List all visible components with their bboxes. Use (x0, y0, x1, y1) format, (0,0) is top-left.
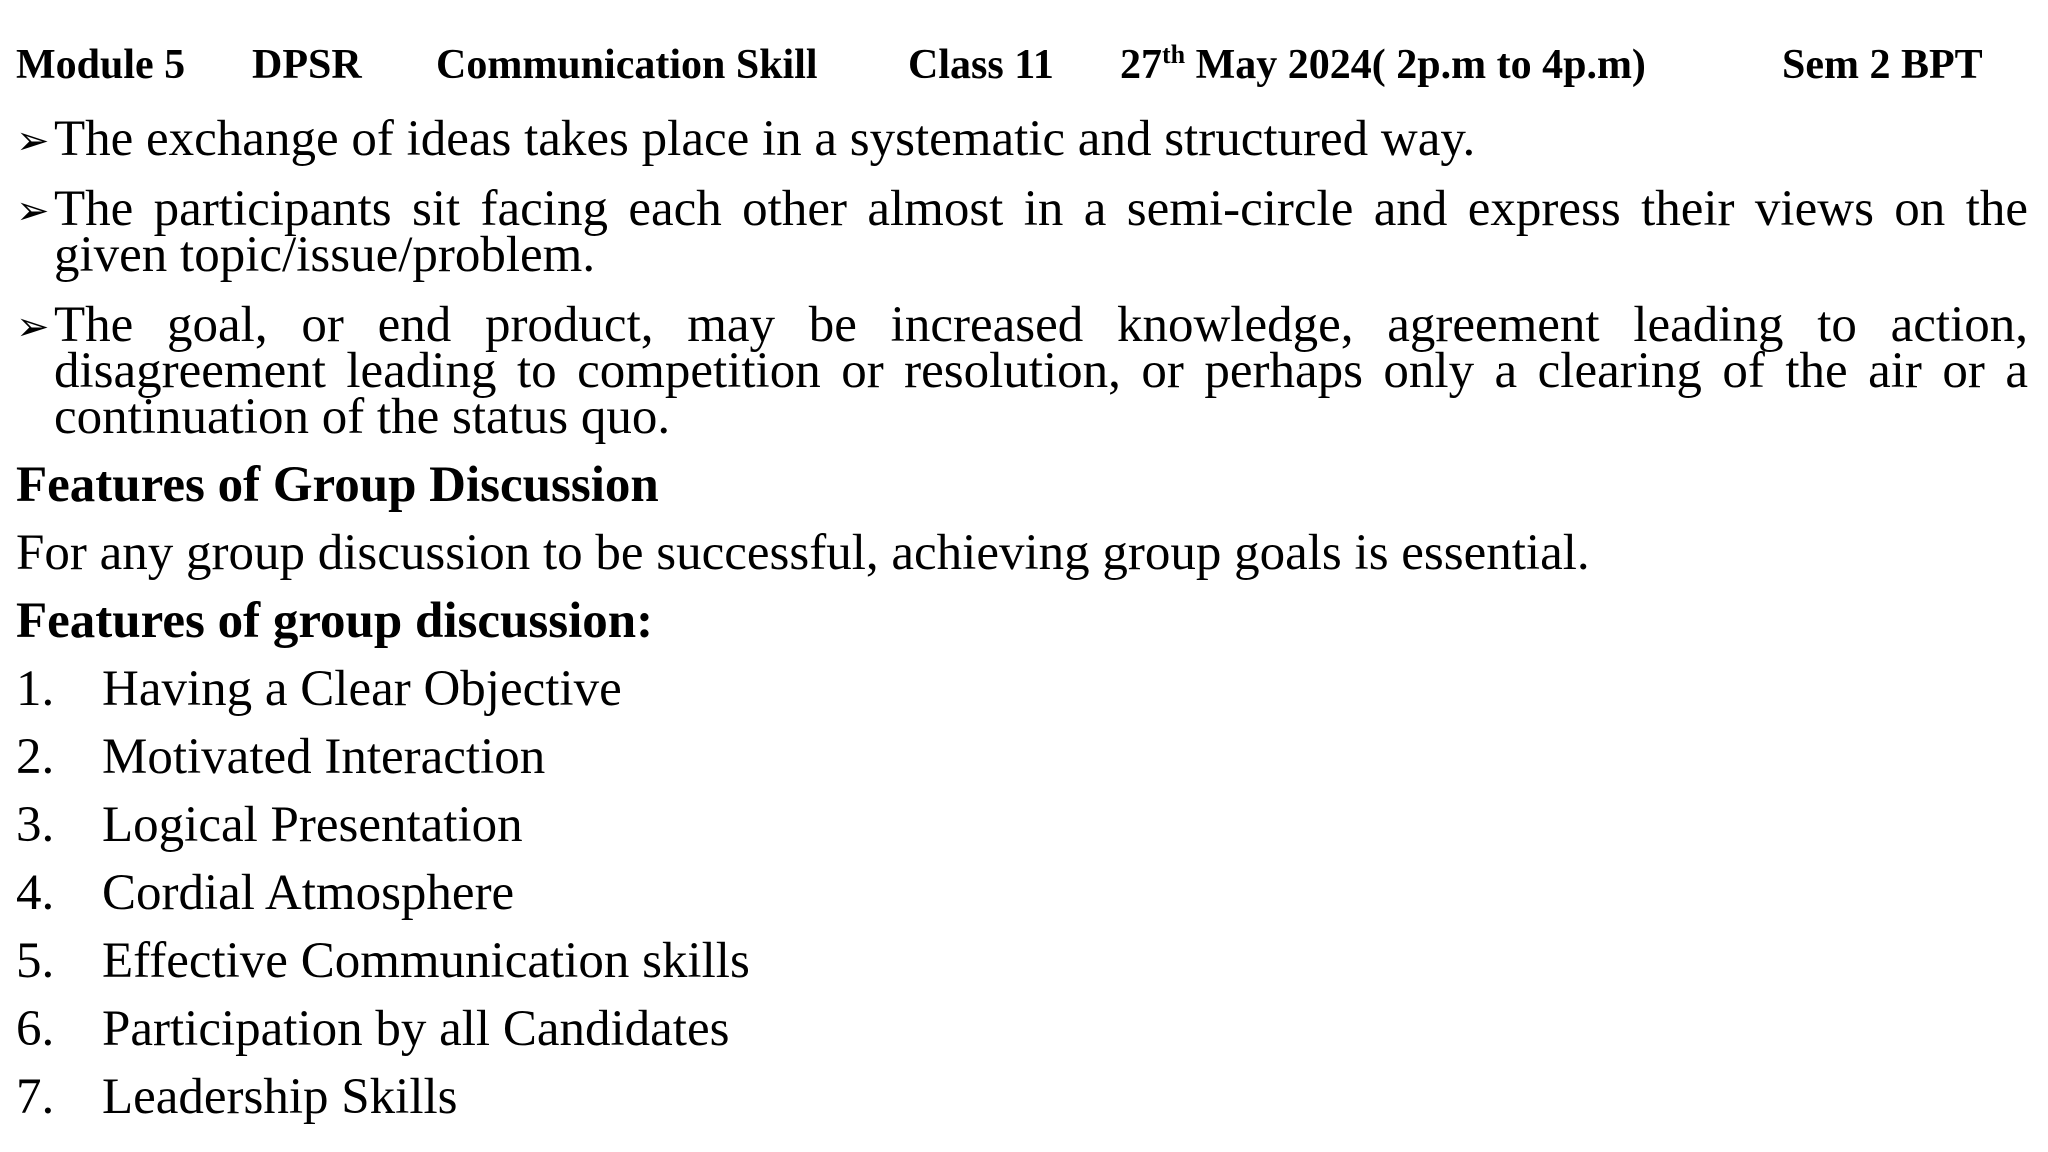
list-item (16, 864, 750, 932)
intro-paragraph: For any group discussion to be successful, achieving group goals is essential. (16, 525, 1590, 581)
date-suffix: th (1162, 40, 1186, 69)
list-heading: Features of group discussion: (16, 593, 654, 649)
list-item (16, 660, 750, 728)
course-label: DPSR (252, 42, 362, 88)
list-item-number: 4. (16, 865, 55, 921)
arrow-bullet-icon: ➢ (16, 304, 50, 350)
bullet-text: The exchange of ideas takes place in a systematic and structured way. (54, 111, 1476, 167)
bullet-item (16, 111, 2028, 167)
list-item-number: 6. (16, 1001, 55, 1057)
list-item (16, 1068, 750, 1136)
list-item-text: Cordial Atmosphere (102, 865, 515, 921)
list-item-text: Logical Presentation (102, 797, 523, 853)
list-item-text: Effective Communication skills (102, 933, 750, 989)
list-item-text: Having a Clear Objective (102, 661, 622, 717)
list-item-number: 5. (16, 933, 55, 989)
list-item-number: 7. (16, 1069, 55, 1125)
class-label: Class 11 (908, 42, 1054, 88)
arrow-bullet-icon: ➢ (16, 188, 50, 234)
list-item-text: Participation by all Candidates (102, 1001, 730, 1057)
features-list (16, 660, 750, 1136)
list-item (16, 1000, 750, 1068)
module-label: Module 5 (16, 42, 186, 88)
list-item (16, 796, 750, 864)
list-item-text: Motivated Interaction (102, 729, 546, 785)
date-label (1120, 36, 1646, 94)
bullet-item (16, 181, 2028, 283)
subject-label: Communication Skill (436, 42, 818, 88)
list-item-number: 2. (16, 729, 55, 785)
bullet-text: The participants sit facing each other almost in a semi-circle and express their views on the given topic/issue/problem. (54, 181, 2028, 283)
list-item (16, 932, 750, 1000)
list-item-text: Leadership Skills (102, 1069, 458, 1125)
list-item-number: 1. (16, 661, 55, 717)
bullet-item (16, 297, 2028, 445)
bullet-text: The goal, or end product, may be increased knowledge, agreement leading to action, disagreement leading to competition or resolution, or perhaps only a clearing of the air or a continuation of the status quo. (54, 297, 2028, 445)
page-header (16, 36, 2032, 94)
date-day: 27 (1120, 42, 1162, 88)
semester-label: Sem 2 BPT (1782, 42, 1983, 88)
list-item-number: 3. (16, 797, 55, 853)
list-item (16, 728, 750, 796)
arrow-bullet-icon: ➢ (16, 118, 50, 164)
section-heading: Features of Group Discussion (16, 457, 659, 513)
date-rest: May 2024( 2p.m to 4p.m) (1185, 42, 1646, 88)
